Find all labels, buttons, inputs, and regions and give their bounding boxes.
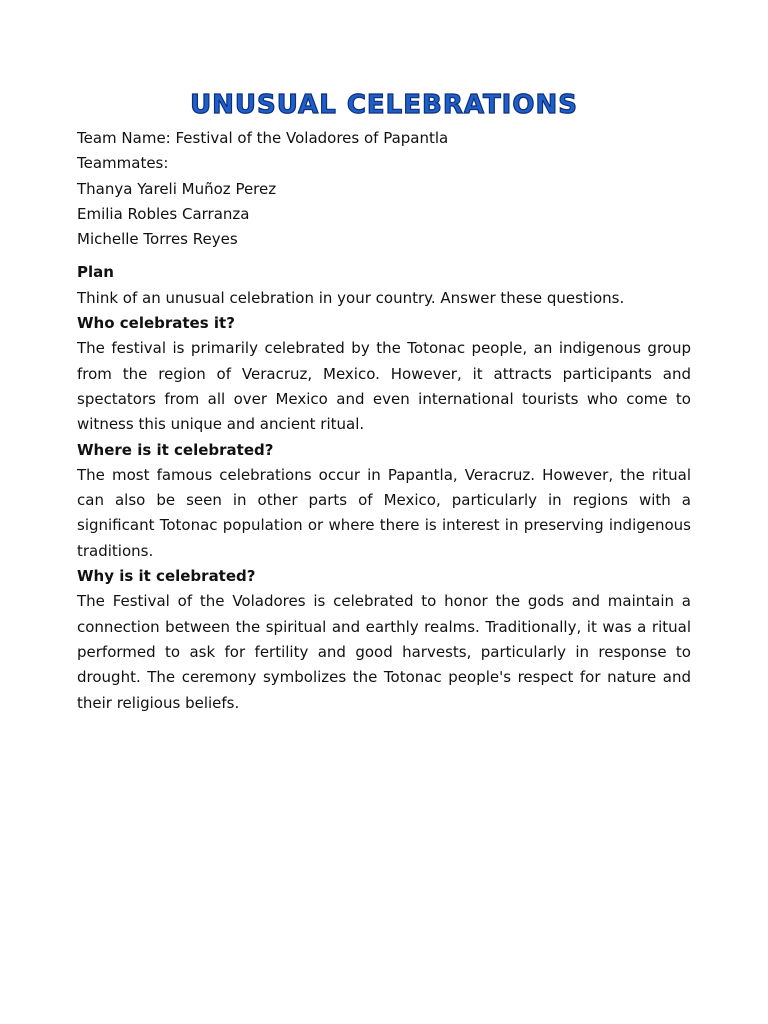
document-body — [77, 126, 691, 716]
plan-instruction: Think of an unusual celebration in your country. Answer these questions. — [77, 288, 625, 307]
question-heading: Who celebrates it? — [77, 314, 235, 333]
question-heading: Why is it celebrated? — [77, 567, 256, 586]
teammate-name: Michelle Torres Reyes — [77, 230, 238, 249]
teammate-name: Emilia Robles Carranza — [77, 204, 250, 223]
answer-paragraph: The festival is primarily celebrated by the Totonac people, an indigenous group from the region of Veracruz, Mexico. However, it attracts participants and spectators from all over Mexico and even international tourists who come to witness this unique and ancient ritual. — [77, 339, 691, 434]
answer-paragraph: The Festival of the Voladores is celebrated to honor the gods and maintain a connection between the spiritual and earthly realms. Traditionally, it was a ritual performed to ask for fertility and good harvests, particularly in response to drought. The ceremony symbolizes the Totonac people's respect for nature and their religious beliefs. — [77, 592, 691, 712]
question-heading: Where is it celebrated? — [77, 440, 274, 459]
answer-paragraph: The most famous celebrations occur in Papantla, Veracruz. However, the ritual can also be seen in other parts of Mexico, particularly in regions with a significant Totonac population or where there is interest in preserving indigenous traditions. — [77, 465, 691, 560]
document-title: UNUSUAL CELEBRATIONS — [190, 90, 578, 120]
section-spacer — [77, 252, 691, 260]
team-name-line: Team Name: Festival of the Voladores of Papantla — [77, 129, 449, 147]
teammates-label: Teammates: — [77, 154, 169, 173]
teammate-name: Thanya Yareli Muñoz Perez — [77, 179, 277, 198]
plan-heading: Plan — [77, 263, 114, 282]
